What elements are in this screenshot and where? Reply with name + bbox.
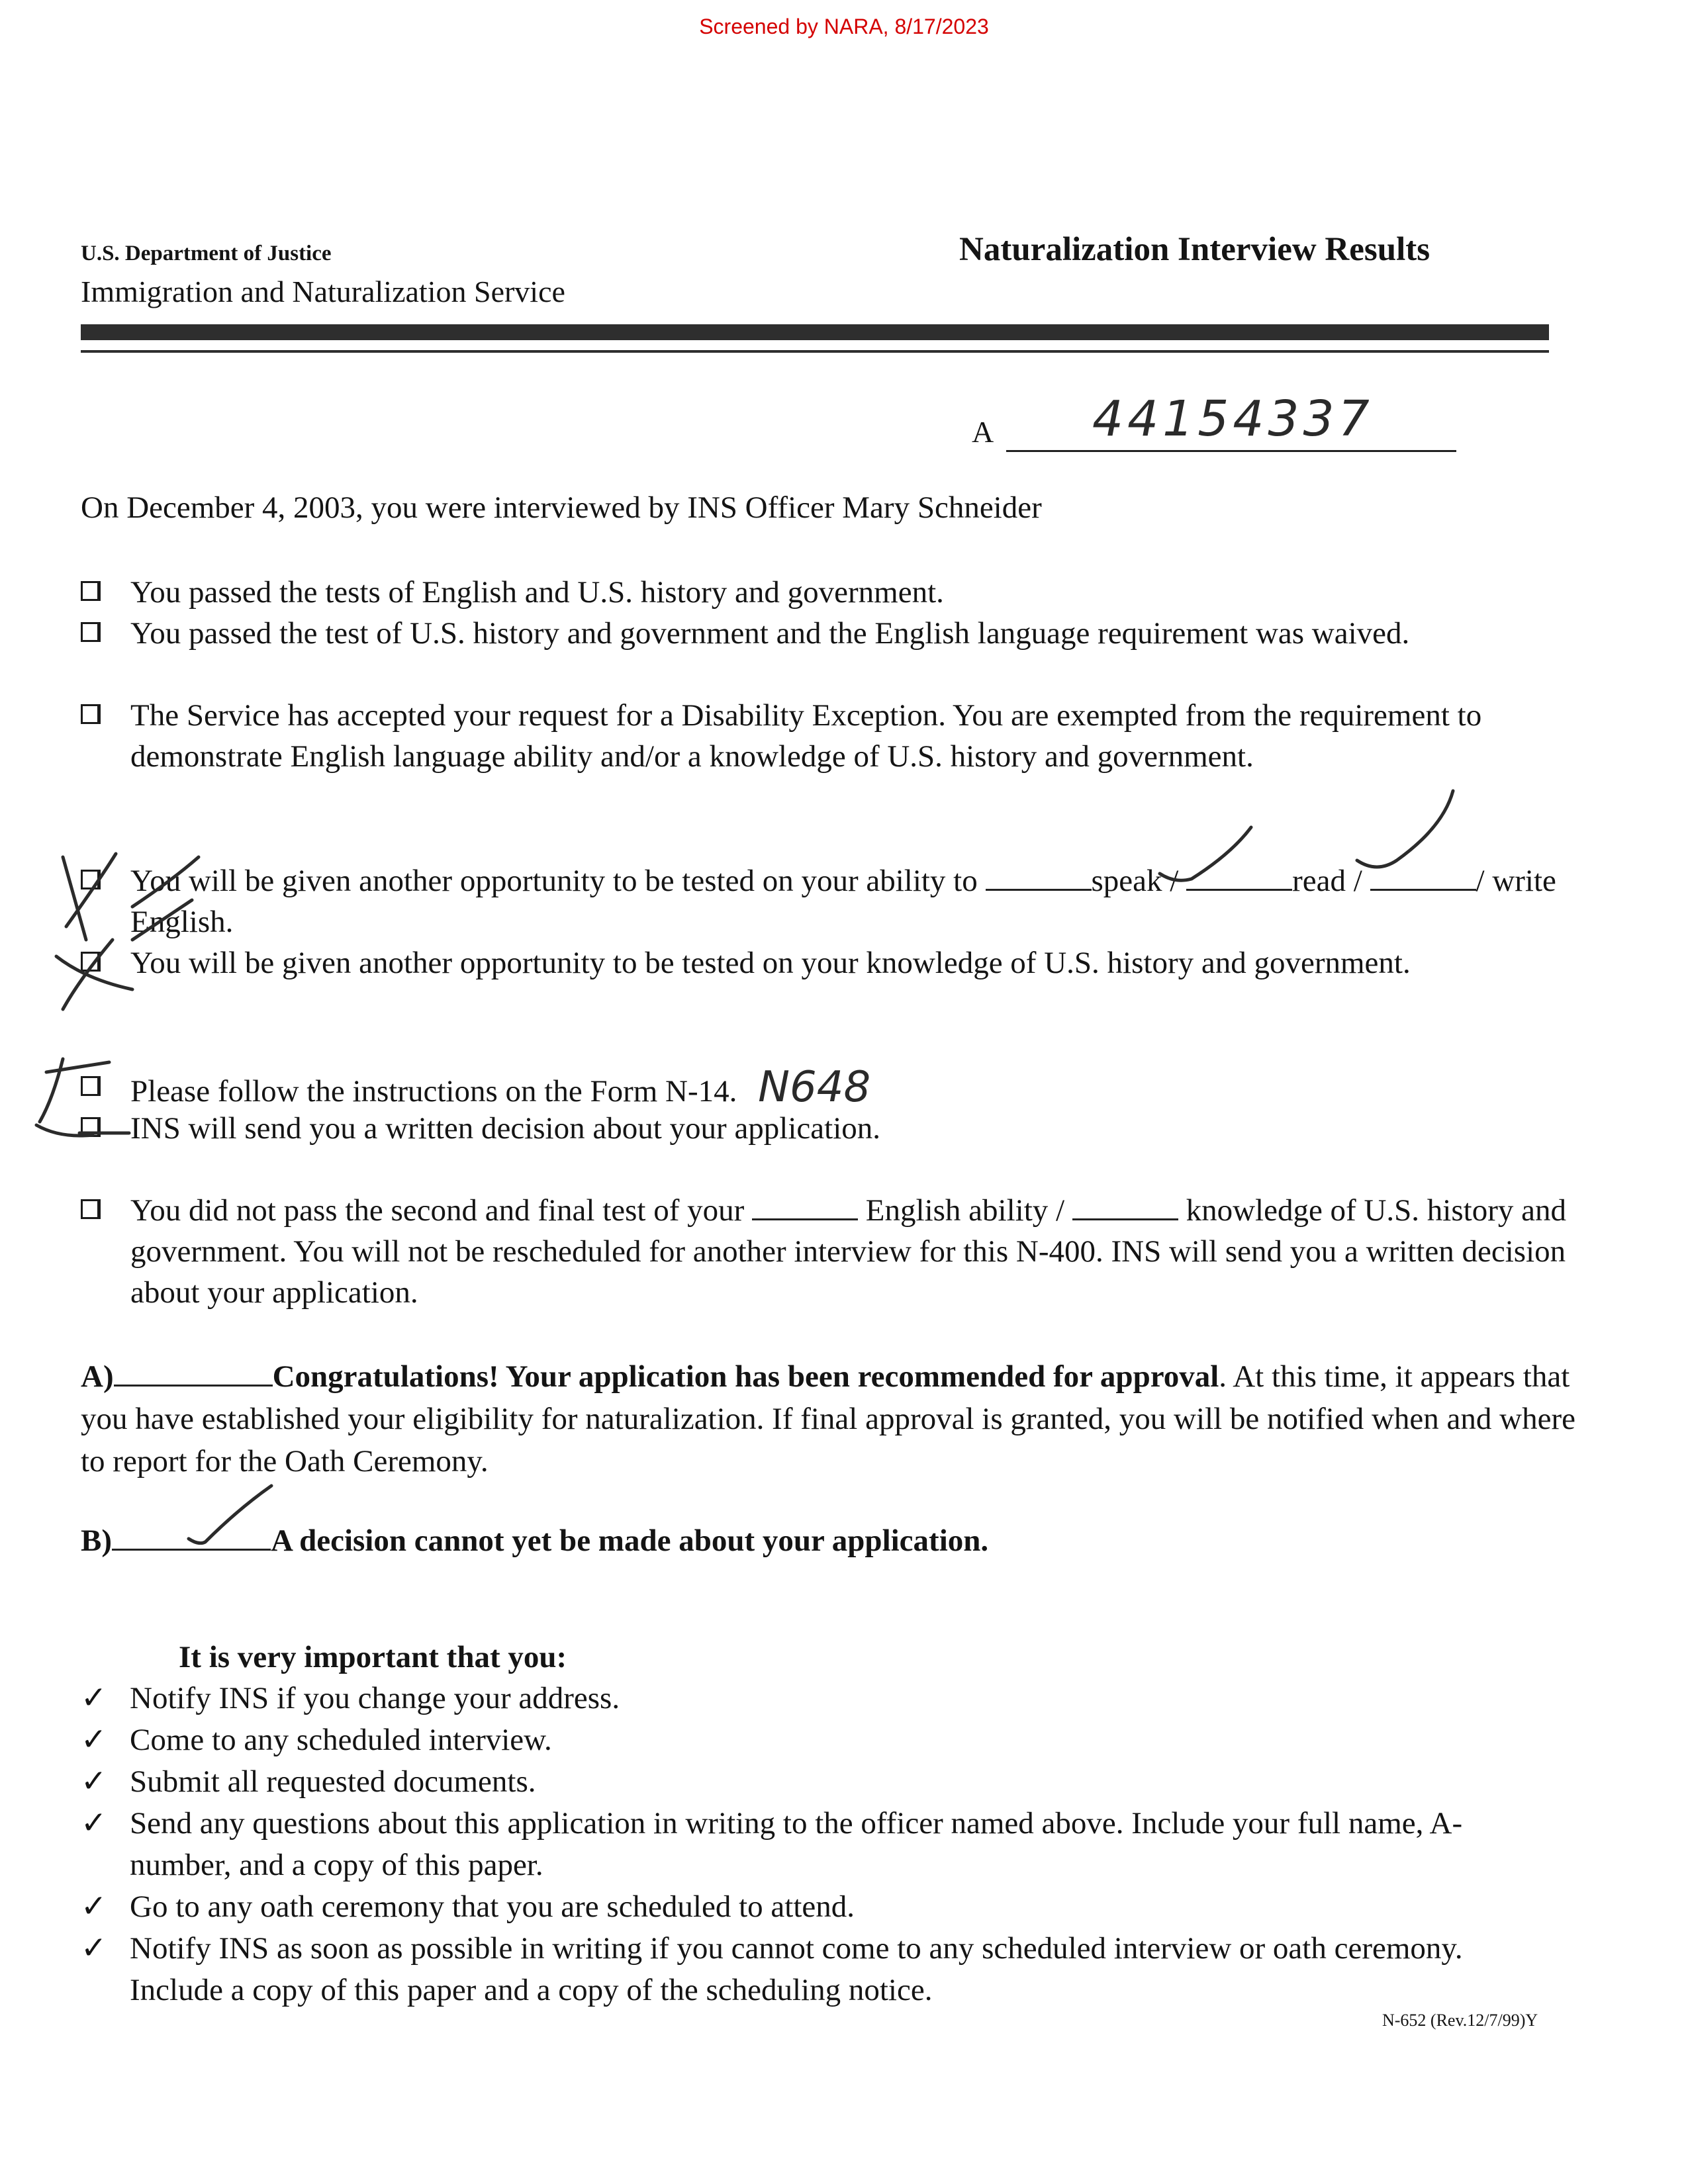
outcome-b-pending: B) A decision cannot yet be made about your application. bbox=[81, 1524, 989, 1558]
strike-you-will bbox=[132, 857, 199, 907]
handwritten-n648: N648 bbox=[758, 1063, 871, 1112]
screening-note: Screened by NARA, 8/17/2023 bbox=[699, 15, 989, 38]
department-name: U.S. Department of Justice bbox=[81, 242, 332, 265]
check-outcome-b bbox=[189, 1486, 271, 1543]
a-number-label: A bbox=[972, 415, 994, 449]
option-form-n14: Please follow the instructions on the Form N-14. N648 bbox=[81, 1067, 1570, 1112]
option-passed-history-waived: You passed the test of U.S. history and government and the English language requirement was waived. bbox=[81, 613, 1570, 654]
check-write bbox=[132, 900, 192, 940]
list-item: ✓ Go to any oath ceremony that you are scheduled to attend. bbox=[81, 1886, 1564, 1928]
list-item: ✓ Notify INS if you change your address. bbox=[81, 1678, 1564, 1719]
important-heading: It is very important that you: bbox=[179, 1640, 567, 1674]
option-retest-history: You will be given another opportunity to be tested on your knowledge of U.S. history and government. bbox=[81, 942, 1570, 983]
list-item: ✓ Come to any scheduled interview. bbox=[81, 1719, 1564, 1761]
a-number-value: 44154337 bbox=[1092, 390, 1374, 447]
check-icon: ✓ bbox=[81, 1931, 107, 1966]
list-item: ✓ Send any questions about this application in writing to the officer named above. Include your full name, A-number, and a copy of this paper. bbox=[81, 1803, 1564, 1886]
check-icon: ✓ bbox=[81, 1764, 107, 1799]
check-read bbox=[1357, 791, 1453, 867]
check-speak bbox=[1160, 827, 1251, 880]
option-passed-tests: You passed the tests of English and U.S. history and government. bbox=[81, 572, 1570, 613]
agency-name: Immigration and Naturalization Service bbox=[81, 275, 565, 308]
x-mark-retest-english bbox=[63, 854, 116, 940]
check-icon: ✓ bbox=[81, 1723, 107, 1757]
list-item: ✓ Notify INS as soon as possible in writing if you cannot come to any scheduled interview or oath ceremony. Include a copy of this paper and a copy of the scheduling notice. bbox=[81, 1928, 1564, 2011]
form-title: Naturalization Interview Results bbox=[959, 231, 1430, 268]
option-written-decision: INS will send you a written decision about your application. bbox=[81, 1108, 1570, 1149]
interview-intro: On December 4, 2003, you were interviewed by INS Officer Mary Schneider bbox=[81, 490, 1042, 525]
option-retest-english: You will be given another opportunity to be tested on your ability to speak / read / / write English. bbox=[81, 860, 1570, 942]
list-item: ✓ Submit all requested documents. bbox=[81, 1761, 1564, 1803]
outcome-a-approval: A) Congratulations! Your application has been recommended for approval. At this time, it appears that you have established your eligibility for naturalization. If final approval is granted, you will be notified when and where to report for the Oath Ceremony. bbox=[81, 1359, 1575, 1479]
check-icon: ✓ bbox=[81, 1806, 107, 1841]
check-icon: ✓ bbox=[81, 1889, 107, 1924]
option-final-fail: You did not pass the second and final test of your English ability / knowledge of U.S. history and government. You will not be rescheduled for another interview for this N-400. INS will send you a written decision about your application. bbox=[81, 1190, 1570, 1313]
form-id: N-652 (Rev.12/7/99)Y bbox=[1382, 2011, 1538, 2030]
x-mark-form-n14 bbox=[36, 1059, 109, 1136]
check-icon: ✓ bbox=[81, 1681, 107, 1715]
option-disability-exception: The Service has accepted your request for a Disability Exception. You are exempted from the requirement to demonstrate English language ability and/or a knowledge of U.S. history and government. bbox=[81, 695, 1570, 777]
x-mark-retest-history bbox=[56, 940, 132, 1009]
